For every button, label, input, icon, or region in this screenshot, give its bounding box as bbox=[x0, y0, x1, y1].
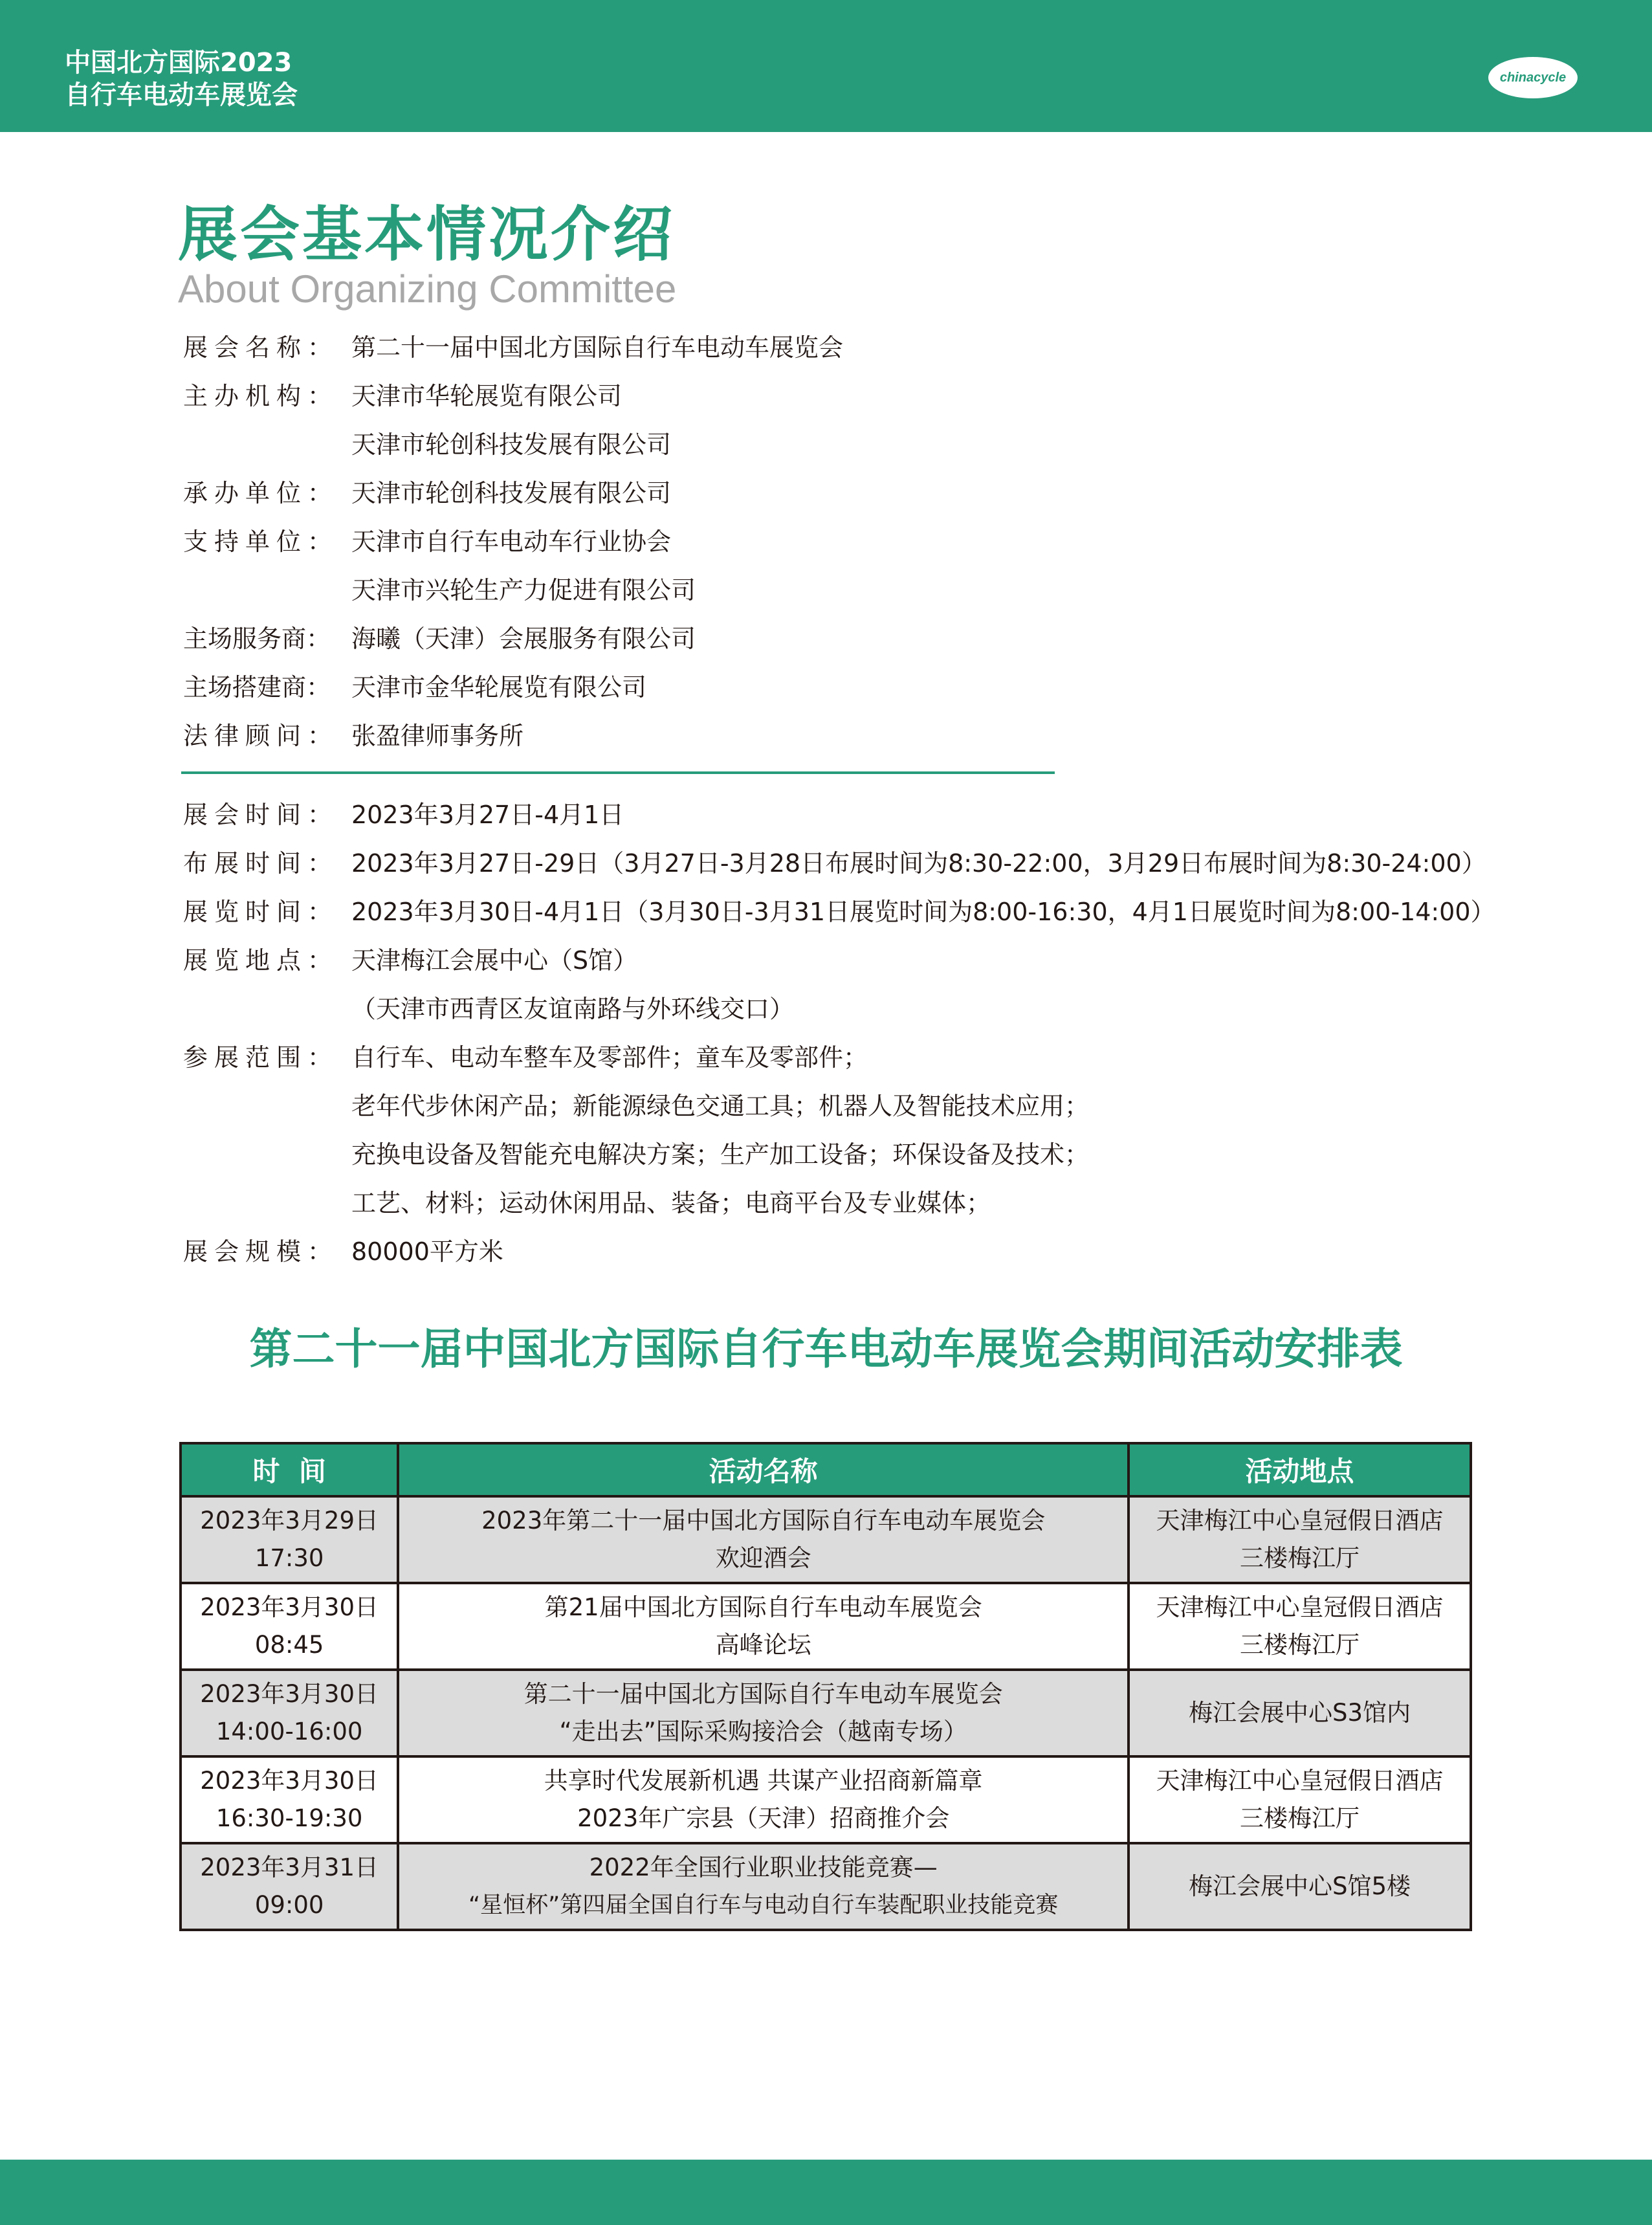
table-row bbox=[181, 1583, 1471, 1670]
info-row bbox=[183, 615, 1542, 663]
info-label: 主办机构： bbox=[183, 382, 339, 410]
info-row bbox=[183, 791, 1607, 839]
info-row bbox=[183, 469, 1542, 518]
info-label: 展览地点： bbox=[183, 946, 339, 975]
brand-title bbox=[65, 47, 298, 111]
info-value: 天津市自行车电动车行业协会 bbox=[351, 527, 672, 556]
table-row bbox=[181, 1496, 1471, 1583]
info-value: 天津市兴轮生产力促进有限公司 bbox=[351, 576, 696, 604]
info-row bbox=[183, 372, 1542, 421]
info-value: 天津市金华轮展览有限公司 bbox=[351, 673, 647, 702]
header-activity: 活动名称 bbox=[398, 1443, 1129, 1496]
info-row bbox=[183, 566, 1542, 615]
info-value: 充换电设备及智能充电解决方案；生产加工设备；环保设备及技术； bbox=[351, 1140, 1090, 1169]
info-value: 2023年3月30日-4月1日（3月30日-3月31日展览时间为8:00-16:30，4月1日展览时间为8:00-14:00） bbox=[351, 898, 1495, 926]
info-label: 法律顾问： bbox=[183, 722, 339, 750]
info-row bbox=[183, 421, 1542, 469]
cell-location: 梅江会展中心S馆5楼 bbox=[1129, 1843, 1471, 1930]
info-value: 张盈律师事务所 bbox=[351, 722, 524, 750]
header-location: 活动地点 bbox=[1129, 1443, 1471, 1496]
info-label: 展会时间： bbox=[183, 801, 339, 829]
logo-text: chinacycle bbox=[1499, 70, 1567, 85]
table-row bbox=[181, 1670, 1471, 1756]
cell-time: 2023年3月30日 14:00-16:00 bbox=[181, 1670, 398, 1756]
info-row bbox=[183, 888, 1607, 936]
page-title: 展会基本情况介绍 bbox=[178, 200, 676, 269]
info-label: 主场服务商： bbox=[183, 625, 331, 653]
cell-activity: 2022年全国行业职业技能竞赛— “星恒杯”第四届全国自行车与电动自行车装配职业技能竞赛 bbox=[398, 1843, 1129, 1930]
info-row bbox=[183, 1179, 1607, 1228]
info-value: 自行车、电动车整车及零部件；童车及零部件； bbox=[351, 1043, 868, 1072]
exhibition-info bbox=[183, 791, 1607, 1276]
schedule-title: 第二十一届中国北方国际自行车电动车展览会期间活动安排表 bbox=[249, 1324, 1403, 1374]
brand-line-2: 自行车电动车展览会 bbox=[65, 80, 298, 110]
info-row bbox=[183, 663, 1542, 712]
info-row bbox=[183, 1131, 1607, 1179]
info-value: 天津市轮创科技发展有限公司 bbox=[351, 479, 672, 507]
info-row bbox=[183, 839, 1607, 888]
info-label: 展会名称： bbox=[183, 333, 339, 362]
footer-banner bbox=[0, 2160, 1652, 2225]
cell-time: 2023年3月30日 08:45 bbox=[181, 1583, 398, 1670]
table-row bbox=[181, 1756, 1471, 1843]
info-value: 工艺、材料；运动休闲用品、装备；电商平台及专业媒体； bbox=[351, 1189, 991, 1217]
info-row bbox=[183, 1034, 1607, 1082]
info-value: 2023年3月27日-4月1日 bbox=[351, 801, 624, 829]
info-value: 天津市华轮展览有限公司 bbox=[351, 382, 622, 410]
cell-time: 2023年3月31日 09:00 bbox=[181, 1843, 398, 1930]
header-banner bbox=[0, 0, 1652, 132]
info-row bbox=[183, 936, 1607, 985]
table-row bbox=[181, 1843, 1471, 1930]
cell-location: 天津梅江中心皇冠假日酒店 三楼梅江厅 bbox=[1129, 1756, 1471, 1843]
info-row bbox=[183, 985, 1607, 1034]
info-value: 第二十一届中国北方国际自行车电动车展览会 bbox=[351, 333, 844, 362]
info-label: 承办单位： bbox=[183, 479, 339, 507]
cell-time: 2023年3月29日 17:30 bbox=[181, 1496, 398, 1583]
section-divider bbox=[181, 771, 1055, 774]
chinacycle-logo bbox=[1488, 57, 1578, 98]
info-label: 参展范围： bbox=[183, 1043, 339, 1072]
info-label: 支持单位： bbox=[183, 527, 339, 556]
info-row bbox=[183, 1082, 1607, 1131]
info-row bbox=[183, 712, 1542, 760]
info-label: 展览时间： bbox=[183, 898, 339, 926]
header-time: 时 间 bbox=[181, 1443, 398, 1496]
page-subtitle: About Organizing Committee bbox=[178, 267, 677, 311]
cell-activity: 第二十一届中国北方国际自行车电动车展览会 “走出去”国际采购接洽会（越南专场） bbox=[398, 1670, 1129, 1756]
info-label: 布展时间： bbox=[183, 849, 339, 878]
organizer-info bbox=[183, 324, 1542, 760]
brand-line-1: 中国北方国际2023 bbox=[65, 48, 292, 78]
cell-activity: 共享时代发展新机遇 共谋产业招商新篇章 2023年广宗县（天津）招商推介会 bbox=[398, 1756, 1129, 1843]
info-value: 80000平方米 bbox=[351, 1237, 503, 1266]
table-header-row bbox=[181, 1443, 1471, 1496]
info-value: 天津市轮创科技发展有限公司 bbox=[351, 430, 672, 459]
cell-location: 天津梅江中心皇冠假日酒店 三楼梅江厅 bbox=[1129, 1583, 1471, 1670]
info-label: 主场搭建商： bbox=[183, 673, 331, 702]
cell-time: 2023年3月30日 16:30-19:30 bbox=[181, 1756, 398, 1843]
cell-location: 梅江会展中心S3馆内 bbox=[1129, 1670, 1471, 1756]
info-value: 老年代步休闲产品；新能源绿色交通工具；机器人及智能技术应用； bbox=[351, 1092, 1090, 1120]
info-value: 2023年3月27日-29日（3月27日-3月28日布展时间为8:30-22:00，3月29日布展时间为8:30-24:00） bbox=[351, 849, 1486, 878]
info-row bbox=[183, 1228, 1607, 1276]
info-value: 海曦（天津）会展服务有限公司 bbox=[351, 625, 696, 653]
cell-activity: 第21届中国北方国际自行车电动车展览会 高峰论坛 bbox=[398, 1583, 1129, 1670]
cell-activity: 2023年第二十一届中国北方国际自行车电动车展览会 欢迎酒会 bbox=[398, 1496, 1129, 1583]
info-row bbox=[183, 518, 1542, 566]
cell-location: 天津梅江中心皇冠假日酒店 三楼梅江厅 bbox=[1129, 1496, 1471, 1583]
schedule-table bbox=[179, 1442, 1472, 1931]
info-label: 展会规模： bbox=[183, 1237, 339, 1266]
info-value: 天津梅江会展中心（S馆） bbox=[351, 946, 638, 975]
info-value: （天津市西青区友谊南路与外环线交口） bbox=[351, 995, 795, 1023]
info-row bbox=[183, 324, 1542, 372]
